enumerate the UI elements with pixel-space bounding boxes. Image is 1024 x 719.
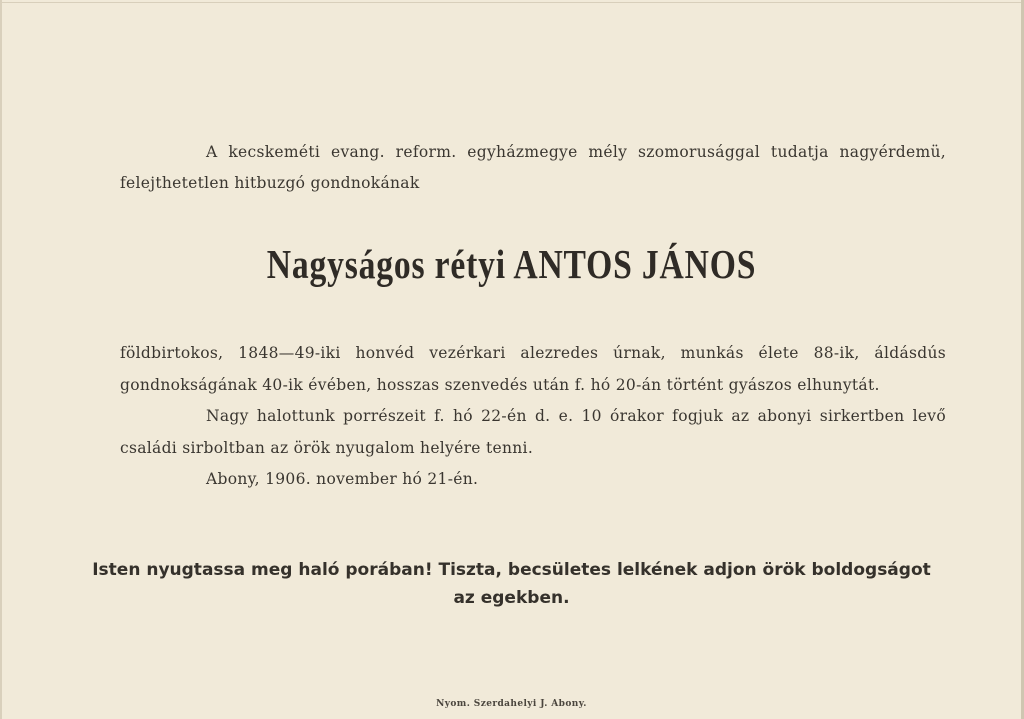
notice-body <box>120 338 946 496</box>
paper-fold-line <box>2 2 1021 3</box>
deceased-name-heading: Nagyságos rétyi ANTOS JÁNOS <box>266 241 757 287</box>
intro-text <box>120 137 946 199</box>
biography-paragraph: földbirtokos, 1848—49-iki honvéd vezérkari alezredes úrnak, munkás élete 88-ik, áldásdús gondnokságának 40-ik évében, hosszas szenvedés után f. hó 20-án történt gyászos elhunytát. <box>120 344 946 394</box>
closing-blessing: Isten nyugtassa meg haló porában! Tiszta, becsületes lelkének adjon örök boldogságot az egekben. <box>92 560 931 608</box>
printer-imprint: Nyom. Szerdahelyi J. Abony. <box>436 699 587 709</box>
funeral-paragraph: Nagy halottunk porrészeit f. hó 22-én d. e. 10 órakor fogjuk az abonyi sirkertben levő családi sirboltban az örök nyugalom helyére tenni. <box>120 407 946 457</box>
intro-sentence: A kecskeméti evang. reform. egyházmegye mély szomorusággal tudatja nagyérdemü, felejthetetlen hitbuzgó gondnokának <box>120 143 946 192</box>
place-date-line: Abony, 1906. november hó 21-én. <box>206 470 479 488</box>
